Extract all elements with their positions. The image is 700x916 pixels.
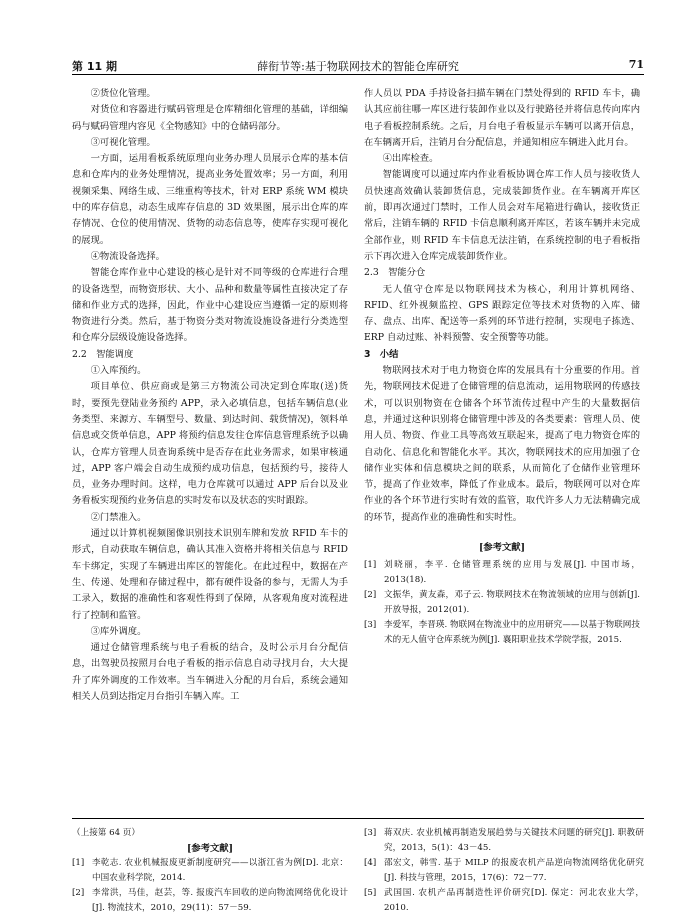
reference-item xyxy=(364,618,640,648)
reference-number: [3] xyxy=(364,828,377,838)
reference-text: 文振华，黄友森，邓子云. 物联网技术在物流领域的应用与创新[J]. 开放导报，2012(01). xyxy=(384,590,640,616)
subheading-inbound-reservation: ①入库预约。 xyxy=(90,365,147,377)
footer-divider xyxy=(72,818,644,819)
references-title: [参考文献] xyxy=(479,542,525,554)
paragraph: 通过仓储管理系统与电子看板的结合，及时公示月台分配信息，出驾驶员按照月台电子看板的指示信息自动寻找月台，大大提升了库外调度的工作效率。当车辆进入分配的月台后，系统会通知相关人员到达指定月台指引车辆入库。工 xyxy=(72,642,348,702)
reference-text: 李爱军，李晋瑛. 物联网在物流业中的应用研究——以基于物联网技术的无人值守仓库系统为例[J]. 襄阳职业技术学院学报，2015. xyxy=(384,620,640,646)
reference-number: [1] xyxy=(72,858,85,868)
paragraph: 无人值守仓库是以物联网技术为核心，利用计算机网络、RFID、红外视频监控、GPS 跟踪定位等技术对货物的入库、储存、盘点、出库、配送等一系列的环节进行控制，实现电子拣选、ERP 自动过账、补料预警、安全预警等功能。 xyxy=(364,283,640,344)
subheading-gate-access: ②门禁准入。 xyxy=(90,511,147,523)
reference-number: [3] xyxy=(364,620,377,631)
reference-item xyxy=(364,826,644,856)
subheading-visualization: ③可视化管理。 xyxy=(90,136,156,148)
paragraph: 智能仓库作业中心建设的核心是针对不同等级的仓库进行合理的设备选型，而物资形状、大小、品种和数量等属性直接决定了存储和作业方式的选择，因此，作业中心建设应当遵循一定的原则将物资进行分类。然后，基于物资分类对物流设施设备进行分类选型和仓库分层级设施设备选择。 xyxy=(72,267,348,344)
reference-item xyxy=(364,588,640,618)
footer-right xyxy=(364,826,644,916)
paragraph-continued: 作人员以 PDA 手持设备扫描车辆在门禁处得到的 RFID 车卡，确认其应前往哪一库区进行装卸作业以及行驶路径并将信息传向库内电子看板控制系统。之后，月台电子看板显示车辆可以离开信息，在车辆离开后，注销月台分配信息，并通知相应车辆进入此月台。 xyxy=(364,88,640,148)
reference-text: 刘晓丽，李平. 仓储管理系统的应用与发展[J]. 中国市场，2013(18). xyxy=(384,560,640,586)
footer-reference-list xyxy=(72,856,348,916)
section-heading-3: 3 小结 xyxy=(364,348,399,360)
reference-text: 李常洪，马佳，赵芸，等. 报废汽车回收的逆向物流网络优化设计[J]. 物流技术，2010，29(11)：57－59. xyxy=(92,888,348,913)
reference-number: [5] xyxy=(364,888,377,898)
reference-text: 邵宏文，韩雪. 基于 MILP 的报废农机产品逆向物流网络优化研究[J]. 科技与管理，2015，17(6)：72－77. xyxy=(384,858,644,883)
reference-number: [2] xyxy=(72,888,85,898)
right-column xyxy=(364,86,640,648)
left-column xyxy=(72,86,348,705)
paragraph: 智能调度可以通过库内作业看板协调仓库工作人员与接收货人员快速高效确认装卸货信息，完成装卸货作业。在车辆离开库区前，即再次通过门禁时，工作人员会对车尾箱进行确认，接收货正常后，注销车辆的 RFID 卡信息顺利离开库区，若该车辆并未完成全部作业，则 RFID 车卡信息无法注销，在系统控制的电子看板指示下再次进入仓库完成装卸货作业。 xyxy=(364,169,640,262)
running-header xyxy=(72,58,644,75)
paragraph: 一方面，运用看板系统原理向业务办理人员展示仓库的基本信息和仓库内的业务处理情况，提高业务处置效率；另一方面，利用视频采集、网络生成、三维重构等技术，针对 ERP 系统 WM 模块中的库存信息，动态生成库存信息的 3D 效果图，展示出仓库的库存情况、仓位的使用情况、货物的动态信息等，使库存实现可视化的展现。 xyxy=(72,153,348,246)
paragraph: 物联网技术对于电力物资仓库的发展具有十分重要的作用。首先，物联网技术促进了仓储管理的信息流动，运用物联网的传感技术，可以识别物资在仓储各个环节流传过程中产生的大量数据信息，并通过这种识别将仓储管理中涉及的各类要素：管理人员、使用人员、物资、作业工具等高效互联起来，提高了电力物资仓库的自动化、信息化和智能化水平。其次，物联网技术的应用加强了仓储作业实体和信息模块之间的联系，从而简化了仓储作业管理环节，提高了作业效率，降低了作业成本。最后，物联网可以对仓库作业的各个环节进行实时有效的监管，取代许多人力无法精确完成的环节，提高作业的准确性和实时性。 xyxy=(364,365,640,523)
reference-item xyxy=(364,886,644,916)
reference-number: [4] xyxy=(364,858,377,868)
paragraph: 项目单位、供应商或是第三方物流公司决定到仓库取(送)货时，要预先登陆业务预约 APP，录入必填信息，包括车辆信息(业务类型、来源方、车辆型号、数量、到达时间、载货情况)，领料单信息或交货单信息，APP 将预约信息发往仓库信息管理系统予以确认，仓库方管理人员查询系统中是否存在此业务需求，如果审核通过，APP 客户端会自动生成预约成功信息，包括预约号，接待人员，业务办理时间。这样，电力仓库就可以通过 APP 后台以及业务看板实现预约业务信息的实时发布以及状态的实时跟踪。 xyxy=(72,381,348,507)
subheading-location-management: ②货位化管理。 xyxy=(90,88,156,99)
footer-left xyxy=(72,826,348,916)
footer-reference-list xyxy=(364,826,644,916)
running-title: 薛衔节等:基于物联网技术的智能仓库研究 xyxy=(257,60,459,73)
footer-references-title: [参考文献] xyxy=(187,843,233,854)
reference-item xyxy=(364,558,640,588)
reference-text: 李乾志. 农业机械报废更新制度研究——以浙江省为例[D]. 北京：中国农业科学院，2014. xyxy=(92,858,348,883)
page-number: 71 xyxy=(628,58,644,71)
issue-number: 第 11 期 xyxy=(72,60,117,73)
continued-note: （上接第 64 页） xyxy=(72,828,140,838)
subheading-equipment-selection: ④物流设备选择。 xyxy=(90,250,165,262)
reference-text: 武国国. 农机产品再制造性评价研究[D]. 保定：河北农业大学，2010. xyxy=(384,888,644,913)
subheading-outbound-check: ④出库检查。 xyxy=(382,153,439,165)
section-heading-2-3: 2.3 智能分仓 xyxy=(364,267,426,279)
section-heading-2-2: 2.2 智能调度 xyxy=(72,348,134,360)
reference-item xyxy=(364,856,644,886)
reference-number: [1] xyxy=(364,560,377,571)
reference-number: [2] xyxy=(364,590,377,601)
paragraph: 对货位和容器进行赋码管理是仓库精细化管理的基础，详细编码与赋码管理内容见《全物感知》中的仓储码部分。 xyxy=(72,104,348,132)
reference-item xyxy=(72,856,348,886)
paragraph: 通过以计算机视频图像识别技术识别车牌和发放 RFID 车卡的形式，自动获取车辆信息，确认其准入资格并将相关信息与 RFID 车卡绑定，实现了车辆进出库区的智能化。在此过程中，数据在产生、传递、处理和存储过程中，都有硬件设备的参与，无需人为手工录入，数据的准确性和客观性得到了保障，从客观角度对流程进行了控制和监管。 xyxy=(72,528,348,621)
subheading-outside-dispatch: ③库外调度。 xyxy=(90,625,147,637)
reference-text: 蒋双庆. 农业机械再制造发展趋势与关键技术问题的研究[J]. 职教研究，2013，5(1)：43－45. xyxy=(384,828,644,853)
reference-item xyxy=(72,886,348,916)
reference-list xyxy=(364,558,640,648)
